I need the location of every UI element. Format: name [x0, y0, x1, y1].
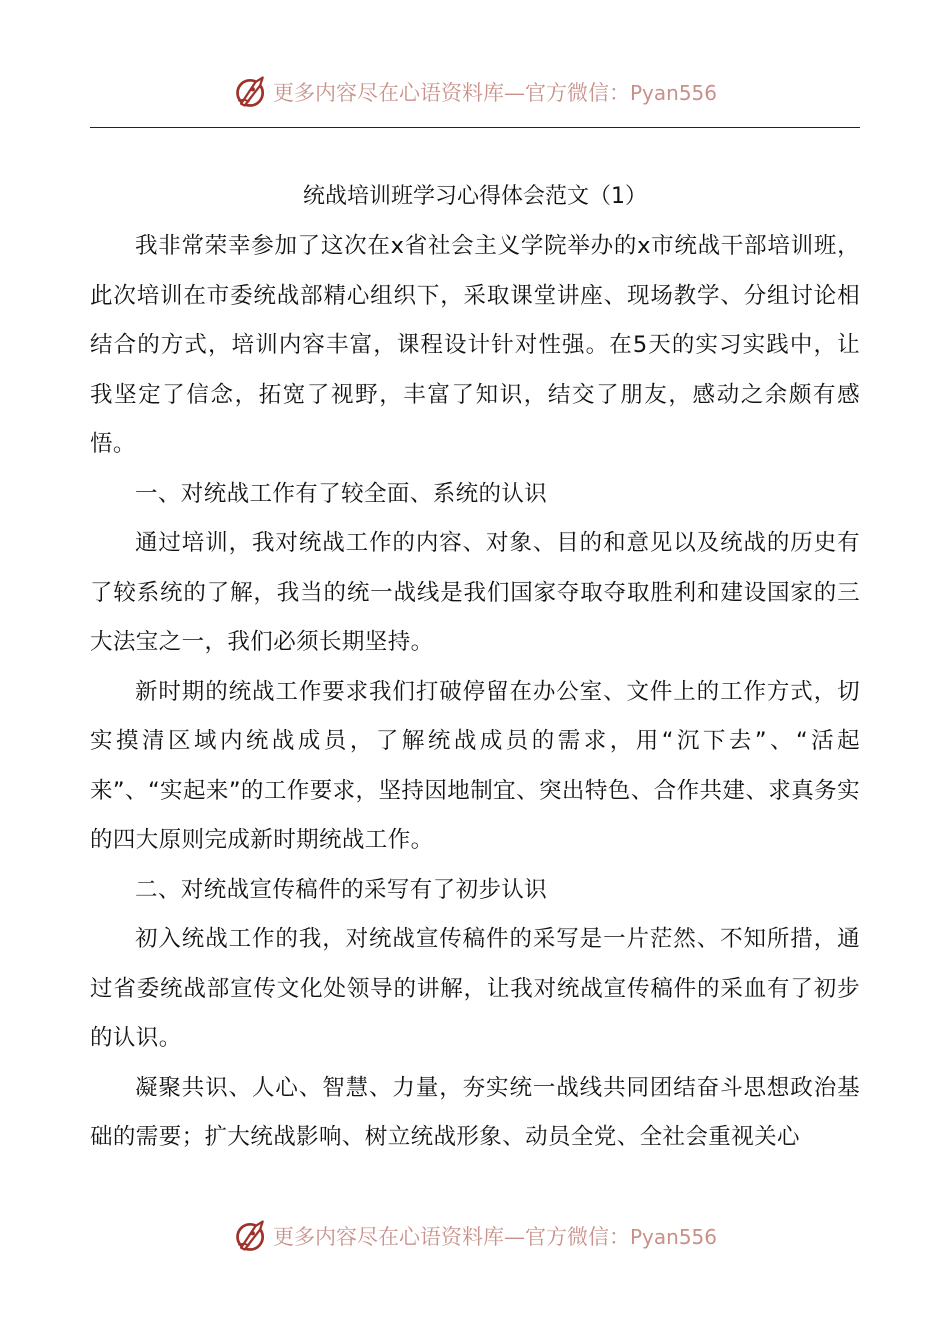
section-heading-1: 一、对统战工作有了较全面、系统的认识	[135, 480, 548, 507]
paragraph-writing-intro: 初入统战工作的我，对统战宣传稿件的采写是一片茫然、不知所措，通过省委统战部宣传文化处领导的讲解，让我对统战宣传稿件的采血有了初步的认识。	[90, 926, 860, 1051]
banner-wechat-id: Pyan556	[629, 81, 717, 105]
pen-nib-logo-icon	[233, 74, 269, 110]
footer-banner	[0, 1214, 950, 1258]
banner-wechat-id: Pyan556	[629, 1225, 717, 1249]
pen-nib-logo-icon	[233, 1218, 269, 1254]
banner-text	[273, 77, 717, 107]
section-heading-2: 二、对统战宣传稿件的采写有了初步认识	[135, 876, 548, 903]
paragraph-new-era-work: 新时期的统战工作要求我们打破停留在办公室、文件上的工作方式，切实摸清区域内统战成员，了解统战成员的需求，用“沉下去”、“活起来”、“实起来”的工作要求，坚持因地制宜、突出特色、合作共建、求真务实的四大原则完成新时期统战工作。	[90, 678, 860, 853]
paragraph-consensus: 凝聚共识、人心、智慧、力量，夯实统一战线共同团结奋斗思想政治基础的需要；扩大统战影响、树立统战形象、动员全党、全社会重视关心	[90, 1074, 860, 1150]
paragraph-training-understanding: 通过培训，我对统战工作的内容、对象、目的和意见以及统战的历史有了较系统的了解，我当的统一战线是我们国家夺取夺取胜利和建设国家的三大法宝之一，我们必须长期坚持。	[90, 530, 860, 655]
banner-slogan: 更多内容尽在心语资料库—官方微信：	[272, 81, 630, 105]
document-body	[90, 172, 860, 1163]
header-banner	[0, 70, 950, 114]
banner-slogan: 更多内容尽在心语资料库—官方微信：	[272, 1225, 630, 1249]
document-title: 统战培训班学习心得体会范文（1）	[303, 184, 647, 209]
banner-text	[273, 1221, 717, 1251]
header-divider	[90, 127, 860, 128]
paragraph-intro: 我非常荣幸参加了这次在x省社会主义学院举办的x市统战干部培训班，此次培训在市委统战部精心组织下，采取课堂讲座、现场教学、分组讨论相结合的方式，培训内容丰富，课程设计针对性强。在5天的实习实践中，让我坚定了信念，拓宽了视野，丰富了知识，结交了朋友，感动之余颇有感悟。	[90, 233, 860, 457]
